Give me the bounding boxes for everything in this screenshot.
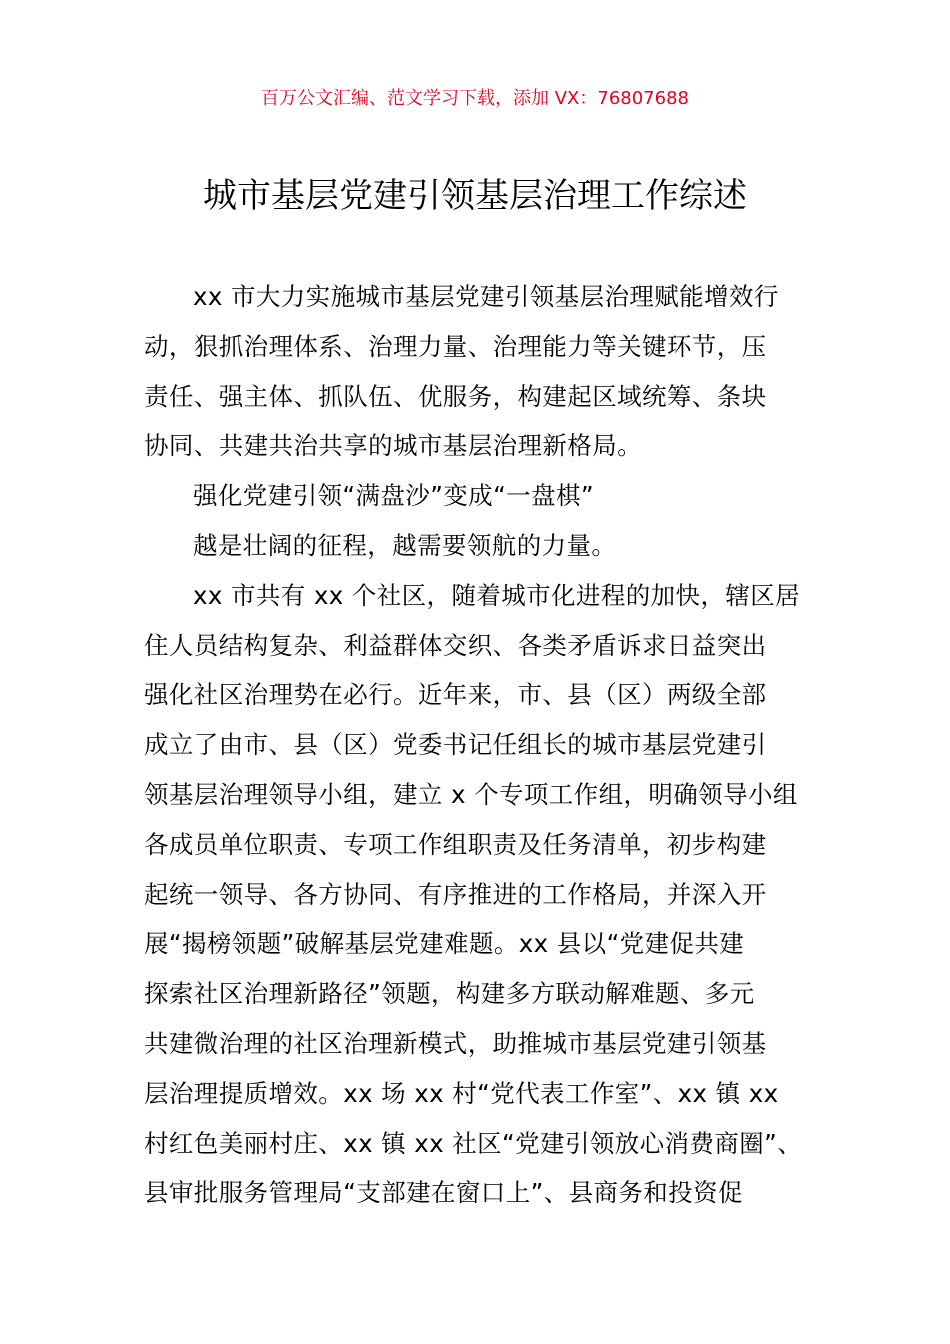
- paragraph-line: 责任、强主体、抓队伍、优服务，构建起区域统筹、条块: [144, 381, 767, 411]
- paragraph-line: 越是壮阔的征程，越需要领航的力量。: [193, 530, 617, 560]
- paragraph-intro: [144, 272, 808, 471]
- paragraph-line: 县审批服务管理局“支部建在窗口上”、县商务和投资促: [144, 1178, 743, 1208]
- paragraph-line: 探索社区治理新路径”领题，构建多方联动解难题、多元: [144, 979, 755, 1009]
- paragraph-line: xx 市大力实施城市基层党建引领基层治理赋能增效行: [193, 282, 779, 311]
- section-heading-text: 强化党建引领“满盘沙”变成“一盘棋”: [193, 481, 594, 511]
- paragraph-line: 村红色美丽村庄、xx 镇 xx 社区“党建引领放心消费商圈”、: [144, 1128, 803, 1158]
- paragraph-line: 各成员单位职责、专项工作组职责及任务清单，初步构建: [144, 829, 767, 859]
- document-body: [144, 272, 808, 1218]
- paragraph-line: 共建微治理的社区治理新模式，助推城市基层党建引领基: [144, 1028, 767, 1058]
- paragraph-line: 展“揭榜领题”破解基层党建难题。xx 县以“党建促共建: [144, 929, 745, 959]
- header-watermark-note: 百万公文汇编、范文学习下载，添加 VX：76807688: [261, 88, 689, 109]
- paragraph-community: [144, 571, 808, 1218]
- paragraph-line: 强化社区治理势在必行。近年来，市、县（区）两级全部: [144, 680, 767, 710]
- paragraph-lead: [144, 521, 808, 571]
- paragraph-line: 层治理提质增效。xx 场 xx 村“党代表工作室”、xx 镇 xx: [144, 1078, 779, 1108]
- document-title: 城市基层党建引领基层治理工作综述: [203, 176, 747, 216]
- paragraph-line: xx 市共有 xx 个社区，随着城市化进程的加快，辖区居: [193, 580, 801, 610]
- paragraph-line: 起统一领导、各方协同、有序推进的工作格局，并深入开: [144, 879, 767, 909]
- section-heading: [144, 471, 808, 521]
- paragraph-line: 动，狠抓治理体系、治理力量、治理能力等关键环节，压: [144, 331, 767, 361]
- paragraph-line: 协同、共建共治共享的城市基层治理新格局。: [144, 431, 642, 461]
- paragraph-line: 领基层治理领导小组，建立 x 个专项工作组，明确领导小组: [144, 779, 798, 809]
- paragraph-line: 成立了由市、县（区）党委书记任组长的城市基层党建引: [144, 730, 767, 760]
- paragraph-line: 住人员结构复杂、利益群体交织、各类矛盾诉求日益突出: [144, 630, 767, 660]
